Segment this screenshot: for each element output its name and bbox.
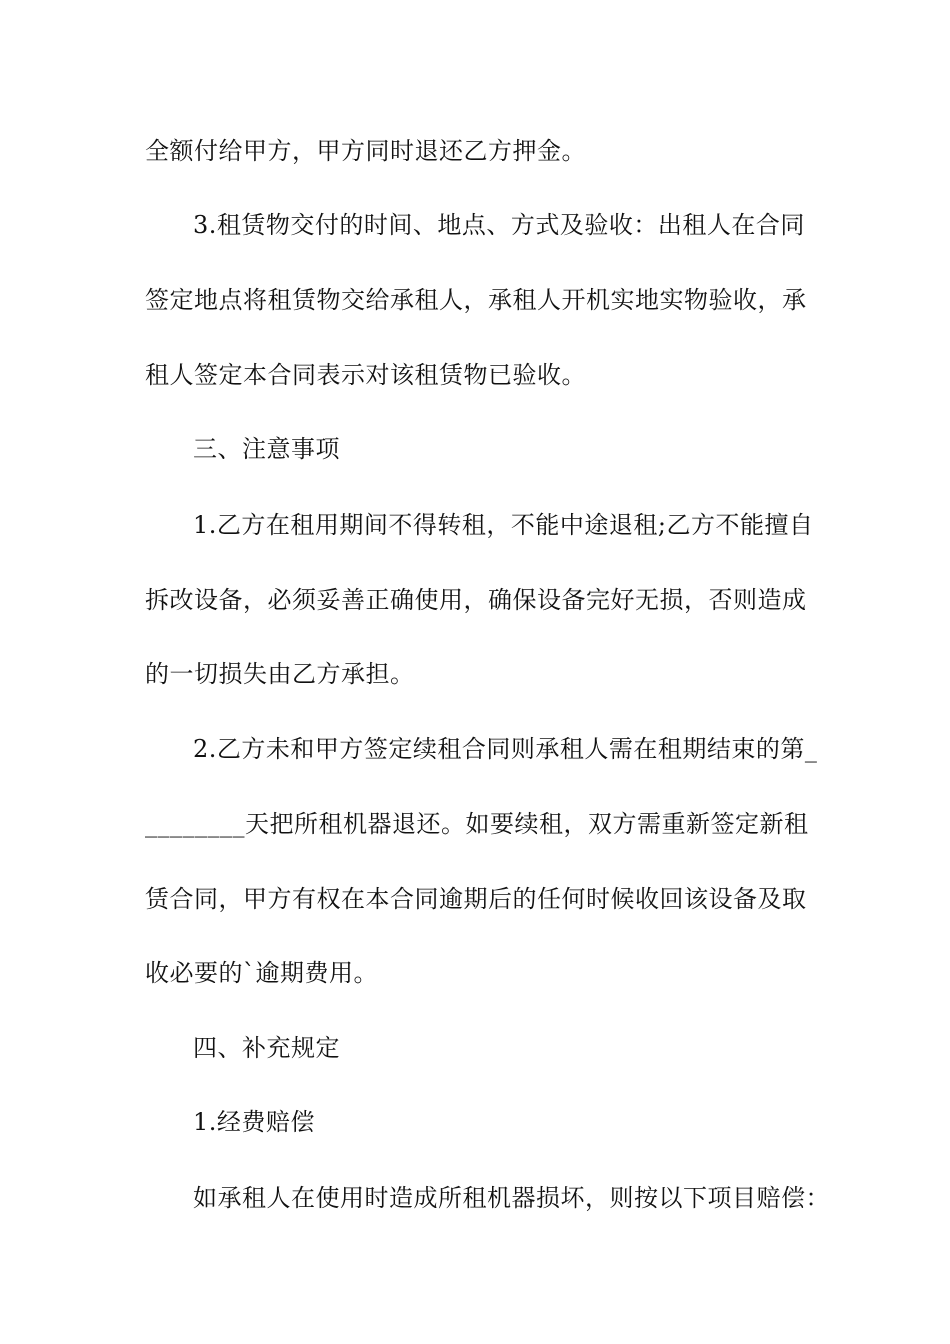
subsection-heading: 1.经费赔偿: [193, 1108, 315, 1136]
paragraph-line: 如承租人在使用时造成所租机器损坏，则按以下项目赔偿：: [193, 1184, 830, 1212]
paragraph-line: 拆改设备，必须妥善正确使用，确保设备完好无损，否则造成: [145, 586, 807, 614]
paragraph-line: 的一切损失由乙方承担。: [145, 660, 415, 688]
section-heading: 三、注意事项: [193, 435, 340, 463]
paragraph-line: 收必要的`逾期费用。: [145, 959, 378, 987]
paragraph-line: 租人签定本合同表示对该租赁物已验收。: [145, 361, 586, 389]
paragraph-line: 3.租赁物交付的时间、地点、方式及验收：出租人在合同: [193, 211, 805, 239]
paragraph-line: 全额付给甲方，甲方同时退还乙方押金。: [145, 137, 586, 165]
paragraph-line: ________天把所租机器退还。如要续租，双方需重新签定新租: [145, 810, 809, 838]
paragraph-line: 1.乙方在租用期间不得转租，不能中途退租;乙方不能擅自: [193, 511, 814, 539]
paragraph-line: 签定地点将租赁物交给承租人，承租人开机实地实物验收，承: [145, 286, 807, 314]
paragraph-line: 2.乙方未和甲方签定续租合同则承租人需在租期结束的第_: [193, 735, 818, 763]
paragraph-line: 赁合同，甲方有权在本合同逾期后的任何时候收回该设备及取: [145, 885, 807, 913]
section-heading: 四、补充规定: [193, 1034, 340, 1062]
